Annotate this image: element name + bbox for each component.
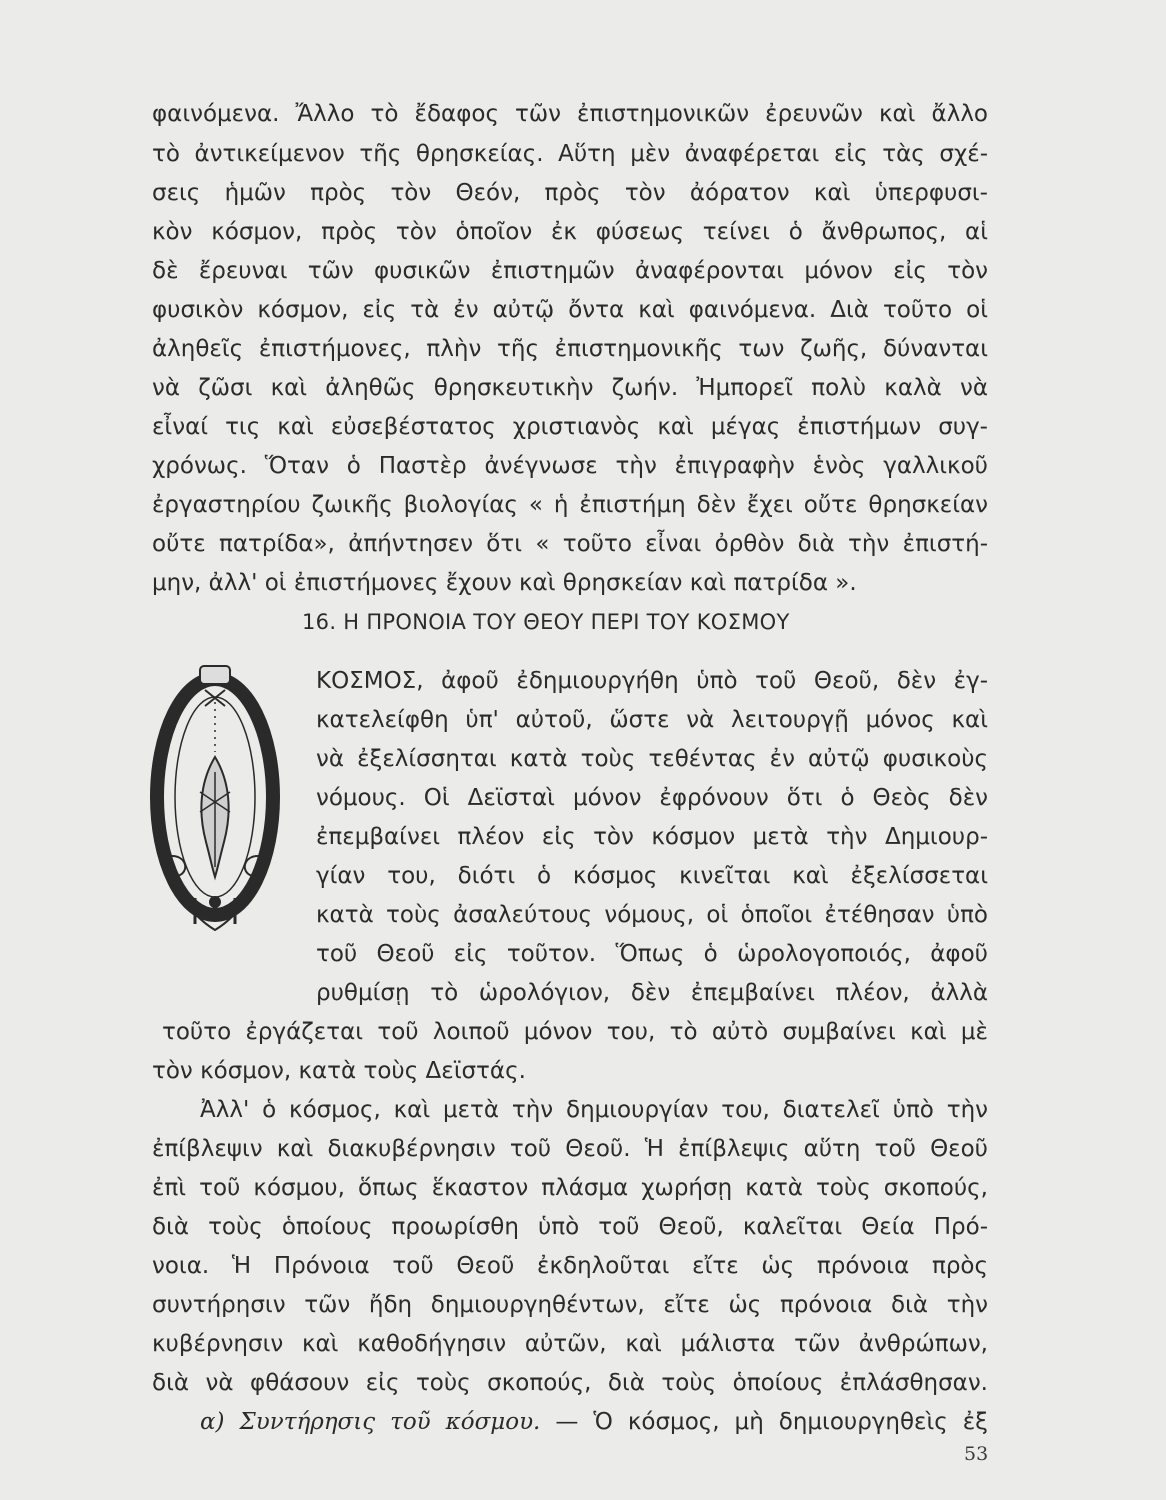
text-line: ἐπεμβαίνει πλέον εἰς τὸν κόσμον μετὰ τὴν Δημιουρ-: [316, 824, 988, 850]
text-line: διὰ νὰ φθάσουν εἰς τοὺς σκοπούς, διὰ τοὺς ὁποίους ἐπλάσθησαν.: [152, 1370, 988, 1396]
text-line: νοια. Ἡ Πρόνοια τοῦ Θεοῦ ἐκδηλοῦται εἴτε ὡς πρόνοια πρὸς: [152, 1253, 988, 1279]
text-line: δὲ ἔρευναι τῶν φυσικῶν ἐπιστημῶν ἀναφέρονται μόνον εἰς τὸν: [152, 258, 988, 284]
text-line: ἐργαστηρίου ζωικῆς βιολογίας « ἡ ἐπιστήμη δὲν ἔχει οὔτε θρησκείαν: [152, 492, 988, 518]
page-number: 53: [964, 1443, 989, 1465]
text-line: ρυθμίσῃ τὸ ὡρολόγιον, δὲν ἐπεμβαίνει πλέον, ἀλλὰ: [316, 980, 988, 1006]
text-line: διὰ τοὺς ὁποίους προωρίσθη ὑπὸ τοῦ Θεοῦ, καλεῖται Θεία Πρό-: [152, 1214, 988, 1240]
text-line: σεις ἡμῶν πρὸς τὸν Θεόν, πρὸς τὸν ἀόρατον καὶ ὑπερφυσι-: [152, 180, 988, 206]
text-line: εἶναί τις καὶ εὐσεβέστατος χριστιανὸς καὶ μέγας ἐπιστήμων συγ-: [152, 414, 988, 440]
text-line: μην, ἀλλ' οἱ ἐπιστήμονες ἔχουν καὶ θρησκείαν καὶ πατρίδα ».: [152, 570, 857, 596]
text-line: ἐπίβλεψιν καὶ διακυβέρνησιν τοῦ Θεοῦ. Ἡ ἐπίβλεψις αὕτη τοῦ Θεοῦ: [152, 1136, 988, 1162]
text-line: κατελείφθη ὑπ' αὐτοῦ, ὥστε νὰ λειτουργῇ μόνος καὶ: [316, 707, 988, 733]
text-run: — Ὁ κόσμος, μὴ δημιουργηθεὶς ἐξ: [555, 1409, 988, 1435]
text-line: Ἀλλ' ὁ κόσμος, καὶ μετὰ τὴν δημιουργίαν του, διατελεῖ ὑπὸ τὴν: [200, 1097, 988, 1123]
text-line: συντήρησιν τῶν ἤδη δημιουργηθέντων, εἴτε ὡς πρόνοια διὰ τὴν: [152, 1292, 988, 1318]
text-line: νὰ ζῶσι καὶ ἀληθῶς θρησκευτικὴν ζωήν. Ἠμπορεῖ πολὺ καλὰ νὰ: [152, 375, 988, 401]
text-line: φαινόμενα. Ἄλλο τὸ ἔδαφος τῶν ἐπιστημονικῶν ἐρευνῶν καὶ ἄλλο: [152, 101, 988, 127]
subsection-title: α) Συντήρησις τοῦ κόσμου.: [200, 1409, 541, 1435]
section-heading: 16. Η ΠΡΟΝΟΙΑ ΤΟΥ ΘΕΟΥ ΠΕΡΙ ΤΟΥ ΚΟΣΜΟΥ: [302, 610, 790, 634]
text-line: τὸ ἀντικείμενον τῆς θρησκείας. Αὕτη μὲν ἀναφέρεται εἰς τὰς σχέ-: [152, 141, 988, 167]
text-line: νόμους. Οἱ Δεϊσταὶ μόνον ἐφρόνουν ὅτι ὁ Θεὸς δὲν: [316, 785, 988, 811]
text-line: ΚΟΣΜΟΣ, ἀφοῦ ἐδημιουργήθη ὑπὸ τοῦ Θεοῦ, δὲν ἐγ-: [316, 668, 988, 694]
text-line: κὸν κόσμον, πρὸς τὸν ὁποῖον ἐκ φύσεως τείνει ὁ ἄνθρωπος, αἱ: [152, 219, 988, 245]
drop-cap-ornament: [150, 662, 280, 942]
text-line: γίαν του, διότι ὁ κόσμος κινεῖται καὶ ἐξελίσσεται: [316, 863, 988, 889]
text-line: τὸν κόσμον, κατὰ τοὺς Δεϊστάς.: [152, 1058, 526, 1084]
text-line: φυσικὸν κόσμον, εἰς τὰ ἐν αὐτῷ ὄντα καὶ φαινόμενα. Διὰ τοῦτο οἱ: [152, 297, 988, 323]
text-line: ἀληθεῖς ἐπιστήμονες, πλὴν τῆς ἐπιστημονικῆς των ζωῆς, δύνανται: [152, 336, 988, 362]
text-line: [200, 1405, 988, 1439]
text-line: χρόνως. Ὅταν ὁ Παστὲρ ἀνέγνωσε τὴν ἐπιγραφὴν ἑνὸς γαλλικοῦ: [152, 453, 988, 479]
text-line: τοῦτο ἐργάζεται τοῦ λοιποῦ μόνον του, τὸ αὐτὸ συμβαίνει καὶ μὲ: [162, 1019, 988, 1045]
text-line: ἐπὶ τοῦ κόσμου, ὅπως ἕκαστον πλάσμα χωρήσῃ κατὰ τοὺς σκοπούς,: [152, 1175, 988, 1201]
text-line: οὔτε πατρίδα», ἀπήντησεν ὅτι « τοῦτο εἶναι ὀρθὸν διὰ τὴν ἐπιστή-: [152, 531, 988, 557]
text-line: κατὰ τοὺς ἀσαλεύτους νόμους, οἱ ὁποῖοι ἐτέθησαν ὑπὸ: [316, 902, 988, 928]
text-line: νὰ ἐξελίσσηται κατὰ τοὺς τεθέντας ἐν αὐτῷ φυσικοὺς: [316, 746, 988, 772]
text-line: τοῦ Θεοῦ εἰς τοῦτον. Ὅπως ὁ ὡρολογοποιός, ἀφοῦ: [316, 941, 988, 967]
text-line: κυβέρνησιν καὶ καθοδήγησιν αὐτῶν, καὶ μάλιστα τῶν ἀνθρώπων,: [152, 1331, 988, 1357]
